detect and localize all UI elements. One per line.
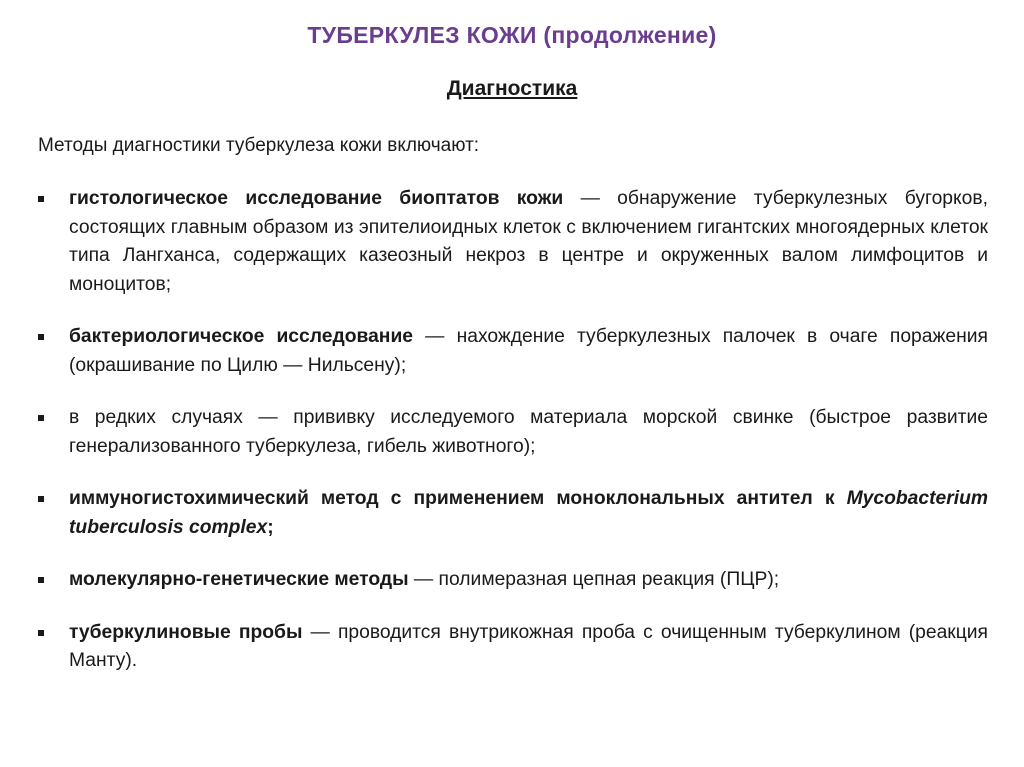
bullet-icon	[38, 630, 44, 636]
list-item	[38, 566, 988, 595]
item-text: — проводится внутрикожная проба с очищенным туберкулином (реакция Манту).	[69, 621, 988, 671]
item-text: в редких случаях — прививку исследуемого материала морской свинке (быстрое развитие генерализованного туберкулеза, гибель животного);	[69, 407, 988, 457]
list-item	[38, 619, 988, 676]
list-item	[38, 485, 988, 542]
list-item	[38, 185, 988, 299]
item-end: ;	[267, 516, 274, 538]
bullet-icon	[38, 196, 44, 202]
slide-title: ТУБЕРКУЛЕЗ КОЖИ (продолжение)	[307, 22, 717, 48]
item-latin-name: Mycobacterium tuberculosis complex	[69, 488, 988, 538]
section-heading: Диагностика	[446, 77, 578, 100]
item-term: бактериологическое исследование	[69, 326, 414, 347]
bullet-icon	[38, 577, 44, 583]
item-text: — нахождение туберкулезных палочек в очаге поражения (окрашивание по Цилю — Нильсену);	[69, 326, 988, 376]
item-term: молекулярно-генетические методы	[69, 569, 409, 590]
item-text: — полимеразная цепная реакция (ПЦР);	[408, 569, 780, 590]
intro-text: Методы диагностики туберкулеза кожи включают:	[38, 135, 480, 156]
bullet-icon	[38, 334, 44, 340]
diagnostics-list	[38, 185, 988, 676]
item-term: туберкулиновые пробы	[69, 621, 303, 643]
item-text: — обнаружение туберкулезных бугорков, состоящих главным образом из эпителиоидных клеток с включением гигантских многоядерных клеток типа Лангханса, содержащих казеозный некроз в центре и окруженных валом лимфоцитов и моноцитов;	[69, 188, 988, 295]
list-item	[38, 323, 988, 380]
item-term: иммуногистохимический метод с применением моноклональных антител к	[69, 488, 847, 509]
bullet-icon	[38, 415, 44, 421]
item-term: гистологическое исследование биоптатов кожи	[69, 188, 564, 209]
list-item	[38, 404, 988, 461]
bullet-icon	[38, 496, 44, 502]
